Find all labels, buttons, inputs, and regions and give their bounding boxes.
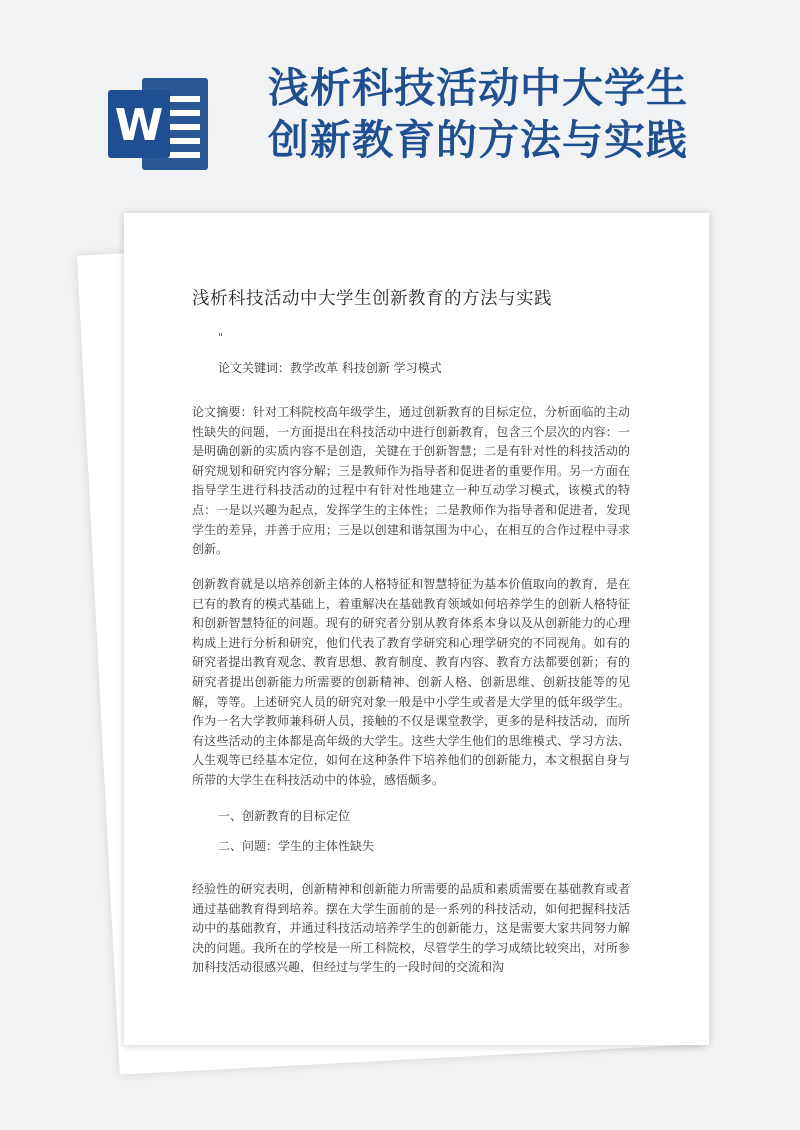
word-document-icon <box>108 72 212 176</box>
body-paragraph-1: 创新教育就是以培养创新主体的人格特征和智慧特征为基本价值取向的教育，是在已有的教育的模式基础上，着重解决在基础教育领域如何培养学生的创新人格特征和创新智慧特征的问题。现有的研究者分别从教育体系本身以及从创新能力的心理构成上进行分析和研究，他们代表了教育学研究和心理学研究的不同视角。如有的研究者提出教育观念、教育思想、教育制度、教育内容、教育方法都要创新；有的研究者提出创新能力所需要的创新精神、创新人格、创新思维、创新技能等的见解，等等。上述研究人员的研究对象一般是中小学生或者是大学里的低年级学生。作为一名大学教师兼科研人员，接触的不仅是课堂教学，更多的是科技活动，而所有这些活动的主体都是高年级的大学生。这些大学生他们的思维模式、学习方法、人生观等已经基本定位，如何在这种条件下培养他们的创新能力，本文根据自身与所带的大学生在科技活动中的体验，感悟颇多。 <box>192 577 630 787</box>
header-title-line1: 浅析科技活动中大学生 <box>268 64 688 112</box>
keywords-line: 论文关键词：教学改革 科技创新 学习模式 <box>218 361 442 375</box>
quote-mark: " <box>218 331 224 344</box>
header <box>0 0 800 190</box>
abstract-paragraph: 论文摘要：针对工科院校高年级学生，通过创新教育的目标定位，分析面临的主动性缺失的问题，一方面提出在科技活动中进行创新教育，包含三个层次的内容：一是明确创新的实质内容不是创造，关键在于创新智慧；二是有针对性的科技活动的研究规划和研究内容分解；三是教师作为指导者和促进者的重要作用。另一方面在指导学生进行科技活动的过程中有针对性地建立一种互动学习模式，该模式的特点：一是以兴趣为起点，发挥学生的主体性；二是教师作为指导者和促进者，发现学生的差异，并善于应用；三是以创建和谐氛围为中心，在相互的合作过程中寻求创新。 <box>192 405 630 557</box>
body-paragraph-2: 经验性的研究表明，创新精神和创新能力所需要的品质和素质需要在基础教育或者通过基础教育得到培养。摆在大学生面前的是一系列的科技活动，如何把握科技活动中的基础教育，并通过科技活动培养学生的创新能力，这是需要大家共同努力解决的问题。我所在的学校是一所工科院校，尽管学生的学习成绩比较突出，对所参加科技活动很感兴趣，但经过与学生的一段时间的交流和沟 <box>192 882 630 975</box>
document-title: 浅析科技活动中大学生创新教育的方法与实践 <box>192 289 552 309</box>
header-title <box>268 62 788 166</box>
section-heading-2: 二、问题：学生的主体性缺失 <box>218 839 375 853</box>
section-heading-1: 一、创新教育的目标定位 <box>218 809 351 823</box>
document-page <box>124 213 709 1045</box>
header-title-line2: 创新教育的方法与实践 <box>268 116 688 164</box>
word-icon-letter: W <box>114 100 164 151</box>
